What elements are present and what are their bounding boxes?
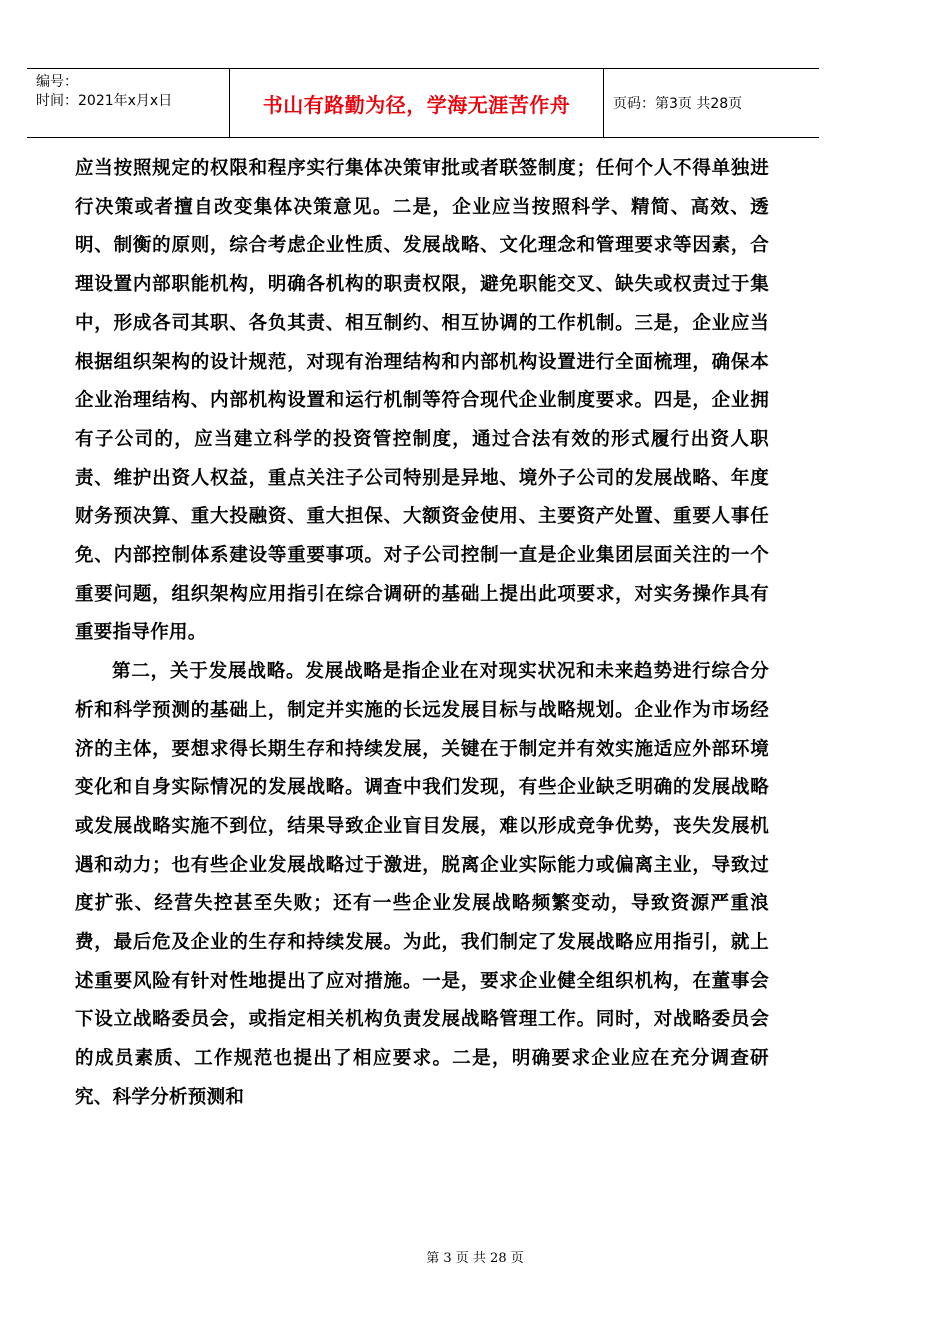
header-motto: 书山有路勤为径，学海无涯苦作舟 xyxy=(262,92,571,117)
paragraph-continuation: 应当按照规定的权限和程序实行集体决策审批或者联签制度；任何个人不得单独进行决策或者擅自改变集体决策意见。二是，企业应当按照科学、精简、高效、透明、制衡的原则，综合考虑企业性质、发展战略、文化理念和管理要求等因素，合理设置内部职能机构，明确各机构的职责权限，避免职能交叉、缺失或权责过于集中，形成各司其职、各负其责、相互制约、相互协调的工作机制。三是，企业应当根据组织架构的设计规范，对现有治理结构和内部机构设置进行全面梳理，确保本企业治理结构、内部机构设置和运行机制等符合现代企业制度要求。四是，企业拥有子公司的，应当建立科学的投资管控制度，通过合法有效的形式履行出资人职责、维护出资人权益，重点关注子公司特别是异地、境外子公司的发展战略、年度财务预决算、重大投融资、重大担保、大额资金使用、主要资产处置、重要人事任免、内部控制体系建设等重要事项。对子公司控制一直是企业集团层面关注的一个重要问题，组织架构应用指引在综合调研的基础上提出此项要求，对实务操作具有重要指导作用。 xyxy=(75,158,769,644)
header-page-cell xyxy=(604,69,819,137)
document-time-label: 时间：2021年x月x日 xyxy=(36,93,173,109)
header-page-number: 页码：第3页 共28页 xyxy=(613,96,743,112)
paragraph-development-strategy: 第二，关于发展战略。发展战略是指企业在对现实状况和未来趋势进行综合分析和科学预测的基础上，制定并实施的长远发展目标与战略规划。企业作为市场经济的主体，要想求得长期生存和持续发展，关键在于制定并有效实施适应外部环境变化和自身实际情况的发展战略。调查中我们发现，有些企业缺乏明确的发展战略或发展战略实施不到位，结果导致企业盲目发展，难以形成竞争优势，丧失发展机遇和动力；也有些企业发展战略过于激进，脱离企业实际能力或偏离主业，导致过度扩张、经营失控甚至失败；还有一些企业发展战略频繁变动，导致资源严重浪费，最后危及企业的生存和持续发展。为此，我们制定了发展战略应用指引，就上述重要风险有针对性地提出了应对措施。一是，要求企业健全组织机构，在董事会下设立战略委员会，或指定相关机构负责发展战略管理工作。同时，对战略委员会的成员素质、工作规范也提出了相应要求。二是，明确要求企业应在充分调查研究、科学分析预测和 xyxy=(75,661,769,1108)
page-header xyxy=(27,68,819,138)
page-footer: 第 3 页 共 28 页 xyxy=(426,1251,524,1266)
header-motto-cell xyxy=(230,69,604,137)
document-body xyxy=(75,150,769,1118)
header-meta xyxy=(27,69,230,137)
document-number-label: 编号： xyxy=(36,74,78,90)
